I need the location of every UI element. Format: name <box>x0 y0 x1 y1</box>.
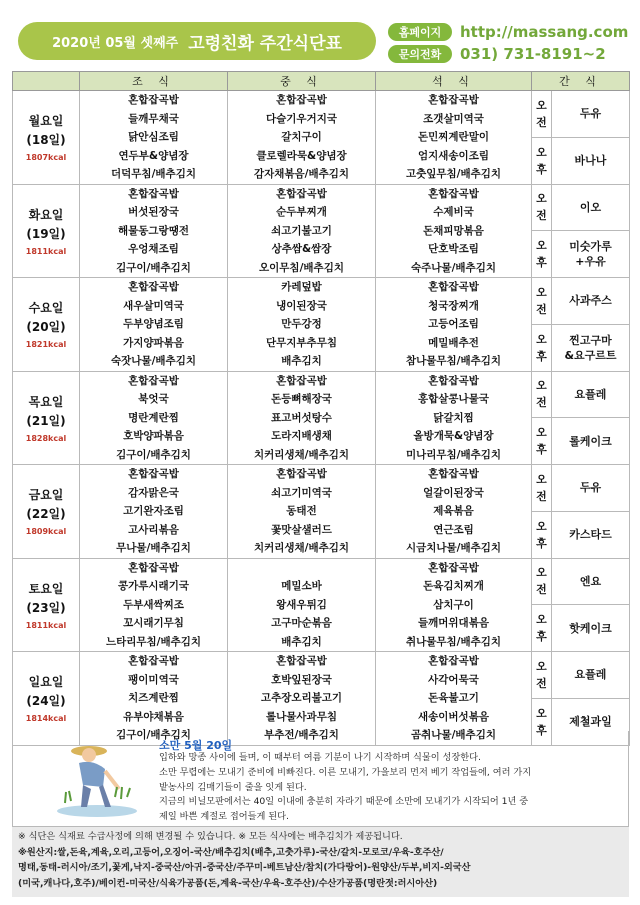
menu-item: 카레덮밥 <box>281 281 322 293</box>
am-snack <box>552 465 630 512</box>
menu-item: 올방개묵&양념장 <box>413 430 494 442</box>
day-name: 일요일 <box>28 675 64 690</box>
menu-item: 조갯살미역국 <box>423 112 484 125</box>
snack-item: 두유 <box>579 481 602 495</box>
day-kcal: 1828kcal <box>25 433 67 443</box>
menu-item: 혼합잡곡밥 <box>128 374 179 387</box>
pm-char: 오 <box>536 239 547 253</box>
menu-item: 콩가루시래기국 <box>117 580 189 592</box>
lunch-cell <box>228 465 376 559</box>
menu-item: 혼합잡곡밥 <box>428 561 479 574</box>
am-char: 오 <box>536 285 547 299</box>
menu-item: 감자채볶음/배추김치 <box>253 168 350 180</box>
breakfast-cell <box>80 465 228 559</box>
menu-item: 치커리생채/배추김치 <box>253 542 350 554</box>
seasonal-info-box <box>12 731 629 827</box>
breakfast-cell <box>80 371 228 465</box>
lunch-cell <box>228 278 376 372</box>
am-label <box>532 652 552 699</box>
am-snack <box>552 652 630 699</box>
menu-item: 순두부찌개 <box>276 206 327 218</box>
day-row <box>13 558 630 605</box>
menu-item: 김구이/배추김치 <box>116 448 191 461</box>
phone-row <box>388 44 606 64</box>
pm-char: 후 <box>536 256 547 270</box>
lunch-header: 중 식 <box>228 72 376 91</box>
menu-item: 만두강정 <box>281 318 322 330</box>
menu-item: 새송이버섯볶음 <box>417 710 489 723</box>
menu-item: 유부야채볶음 <box>123 710 184 723</box>
menu-item: 오이무침/배추김치 <box>259 261 344 274</box>
menu-item: 돈채피망볶음 <box>423 224 484 237</box>
menu-item: 상추쌈&쌈장 <box>271 243 332 255</box>
day-header <box>13 72 80 91</box>
am-snack <box>552 371 630 418</box>
am-char: 전 <box>536 302 547 316</box>
menu-item: 가지양파볶음 <box>123 336 184 349</box>
day-date: (23일) <box>26 600 66 615</box>
pm-char: 오 <box>536 426 547 440</box>
pm-label <box>532 137 552 184</box>
origin-line: ※원산지:쌀,돈육,계육,오리,고등어,오징어-국산/배추김치(배추,고춧가루)-국산/갈치-모로코/우육-호주산/ <box>18 846 444 858</box>
menu-item: 혼합잡곡밥 <box>428 468 479 480</box>
menu-item: 고구마순볶음 <box>271 617 332 629</box>
seasonal-text <box>159 751 629 825</box>
menu-item: 혼합잡곡밥 <box>276 94 327 106</box>
title-prefix: 2020년 05월 셋째주 <box>52 35 179 51</box>
menu-item: 표고버섯탕수 <box>271 411 332 424</box>
seasonal-line: 입하와 망종 사이에 들며, 이 때부터 여름 기분이 나기 시작하며 식물이 성장한다. <box>159 752 481 763</box>
menu-item: 무나물/배추김치 <box>116 542 191 554</box>
am-char: 전 <box>536 396 547 410</box>
pm-snack <box>552 511 630 558</box>
menu-item: 돈육불고기 <box>428 692 479 704</box>
am-char: 오 <box>536 472 547 486</box>
pm-char: 후 <box>536 443 547 457</box>
day-date: (19일) <box>26 226 66 241</box>
homepage-label: 홈페이지 <box>388 23 452 41</box>
pm-snack <box>552 605 630 652</box>
menu-item: 혼합잡곡밥 <box>128 281 179 293</box>
day-name: 토요일 <box>28 581 64 596</box>
breakfast-cell <box>80 91 228 185</box>
pm-snack <box>552 324 630 371</box>
menu-item: 혼합잡곡밥 <box>428 94 479 106</box>
snack-item: +우유 <box>575 255 606 269</box>
breakfast-cell <box>80 558 228 652</box>
am-char: 오 <box>536 659 547 673</box>
day-row <box>13 465 630 512</box>
menu-item: 갈치구이 <box>281 131 322 143</box>
menu-item: 느타리무침/배추김치 <box>105 635 202 648</box>
menu-item: 수제비국 <box>433 206 474 218</box>
menu-item: 얼갈이된장국 <box>423 486 484 499</box>
table-header-row <box>13 72 630 91</box>
day-kcal: 1811kcal <box>25 246 67 256</box>
pm-char: 후 <box>536 630 547 644</box>
menu-item: 왕새우튀김 <box>276 598 327 611</box>
menu-item <box>228 559 375 578</box>
menu-item: 혼합잡곡밥 <box>128 187 179 200</box>
snack-item: 핫케이크 <box>569 621 612 635</box>
pm-char: 오 <box>536 145 547 159</box>
day-cell <box>13 465 80 559</box>
day-row <box>13 278 630 325</box>
menu-item: 혼합잡곡밥 <box>276 374 327 387</box>
menu-item: 북엇국 <box>138 393 169 405</box>
lunch-cell <box>228 371 376 465</box>
am-snack <box>552 184 630 231</box>
menu-item: 배추김치 <box>281 355 322 367</box>
am-char: 오 <box>536 192 547 206</box>
dinner-header: 석 식 <box>376 72 532 91</box>
pm-char: 후 <box>536 349 547 363</box>
rice-planting-farmer-icon <box>53 739 141 819</box>
day-cell <box>13 91 80 185</box>
day-row <box>13 652 630 699</box>
title-main: 고령친화 주간식단표 <box>188 33 342 54</box>
day-kcal: 1811kcal <box>25 620 67 630</box>
header <box>0 0 640 70</box>
menu-item: 다슬기우거지국 <box>265 112 337 125</box>
am-snack <box>552 278 630 325</box>
snack-item: 제철과일 <box>569 715 612 729</box>
menu-item: 메밀소바 <box>281 580 322 592</box>
menu-item: 꽃맛살샐러드 <box>271 523 332 536</box>
menu-item: 혼합잡곡밥 <box>128 468 179 480</box>
title-banner <box>18 22 376 60</box>
day-name: 금요일 <box>28 488 64 503</box>
lunch-cell <box>228 558 376 652</box>
menu-item: 제육볶음 <box>433 505 474 517</box>
menu-item: 곰취나물/배추김치 <box>411 729 496 741</box>
snack-item: 이오 <box>579 200 602 214</box>
am-char: 전 <box>536 489 547 503</box>
lunch-cell <box>228 184 376 278</box>
menu-item: 부추전/배추김치 <box>264 729 339 741</box>
dinner-cell <box>376 465 532 559</box>
seasonal-title: 소만 5월 20일 <box>159 739 233 752</box>
menu-item: 숙잣나물/배추김치 <box>111 355 196 367</box>
day-kcal: 1814kcal <box>25 714 67 724</box>
snack-item: 두유 <box>579 107 602 121</box>
pm-char: 오 <box>536 613 547 627</box>
dinner-cell <box>376 371 532 465</box>
menu-item: 숙주나물/배추김치 <box>411 261 496 274</box>
menu-item: 혼합잡곡밥 <box>276 187 327 200</box>
snack-item: 엔요 <box>579 574 602 588</box>
snack-item: 사과주스 <box>569 294 612 308</box>
menu-item: 혼합잡곡밥 <box>276 655 327 667</box>
day-date: (20일) <box>26 320 66 335</box>
dinner-cell <box>376 558 532 652</box>
snack-item: 미숫가루 <box>569 240 612 254</box>
day-cell <box>13 184 80 278</box>
menu-item: 클로렐라묵&양념장 <box>256 149 347 162</box>
menu-item: 돈육김치찌개 <box>423 580 484 592</box>
menu-item: 두부양념조림 <box>123 318 184 330</box>
menu-item: 두부새싹찌조 <box>123 598 184 611</box>
menu-item: 고기완자조림 <box>123 505 184 517</box>
day-cell <box>13 278 80 372</box>
menu-item: 배추김치 <box>281 635 322 648</box>
pm-label <box>532 231 552 278</box>
am-snack <box>552 558 630 605</box>
menu-item: 취나물무침/배추김치 <box>405 635 502 648</box>
am-label <box>532 465 552 512</box>
menu-item: 메밀배추전 <box>428 336 479 349</box>
homepage-link[interactable]: http://massang.com <box>460 23 629 41</box>
day-cell <box>13 558 80 652</box>
menu-item: 도라지배생채 <box>271 430 332 442</box>
menu-item: 연근조림 <box>433 523 474 536</box>
snack-item: 카스타드 <box>569 528 612 542</box>
breakfast-cell <box>80 278 228 372</box>
am-label <box>532 184 552 231</box>
dinner-cell <box>376 91 532 185</box>
am-char: 전 <box>536 583 547 597</box>
weekly-menu-table <box>12 71 630 746</box>
origin-line: 명태,동태-러시아/조기,꽃게,낙지-중국산/아귀-중국산/주꾸미-베트남산/참치(가다랑어)-원양산/두부,비지-외국산 <box>18 862 471 873</box>
menu-item: 혼합잡곡밥 <box>128 94 179 106</box>
menu-item: 혼합잡곡밥 <box>428 655 479 667</box>
dinner-cell <box>376 184 532 278</box>
seasonal-line: 지금의 비닐모판에서는 40일 이내에 충분히 자라기 때문에 소만에 모내기가 시작되어 1년 중 <box>159 796 529 808</box>
am-snack <box>552 91 630 138</box>
snack-item: 바나나 <box>574 154 607 168</box>
menu-item: 연두부&양념장 <box>118 149 189 162</box>
menu-item: 혼합잡곡밥 <box>128 561 179 574</box>
menu-item: 엄지새송이조림 <box>417 149 489 162</box>
menu-item: 쇠고기미역국 <box>271 486 332 499</box>
menu-item: 닭갈치찜 <box>433 411 474 424</box>
menu-item: 돈민찌계란말이 <box>417 131 489 143</box>
phone-label: 문의전화 <box>388 45 452 63</box>
seasonal-line: 제일 바쁜 계절로 접어들게 된다. <box>159 811 289 823</box>
menu-item: 우엉채조림 <box>128 243 179 255</box>
seasonal-line: 소만 무렵에는 모내기 준비에 비빠진다. 이른 모내기, 가을보리 먼저 베기 작업들에, 여러 가지 <box>159 766 532 778</box>
pm-label <box>532 511 552 558</box>
breakfast-cell <box>80 184 228 278</box>
day-date: (22일) <box>26 507 66 522</box>
pm-char: 오 <box>536 706 547 720</box>
menu-item: 롤나물사과무침 <box>265 710 337 723</box>
am-label <box>532 371 552 418</box>
menu-item: 치커리생채/배추김치 <box>253 448 350 461</box>
menu-item: 꼬시래기무침 <box>123 617 184 629</box>
menu-item: 쇠고기불고기 <box>271 224 332 237</box>
menu-item: 해물동그랑땡전 <box>117 224 189 237</box>
pm-snack <box>552 137 630 184</box>
menu-item: 혼합잡곡밥 <box>428 374 479 387</box>
am-char: 전 <box>536 115 547 129</box>
snack-item: 롤케이크 <box>569 434 612 448</box>
snack-header: 간 식 <box>532 72 630 91</box>
day-date: (18일) <box>26 133 66 148</box>
dinner-cell <box>376 278 532 372</box>
pm-label <box>532 605 552 652</box>
origin-line: (미국,캐나다,호주)/베이컨-미국산/식육가공품(돈,계육-국산/우육-호주산)/수산가공품(명란젓:러시아산) <box>18 877 438 889</box>
pm-char: 후 <box>536 162 547 176</box>
snack-item: 요플레 <box>574 387 607 401</box>
menu-item: 들깨무채국 <box>128 112 179 125</box>
am-label <box>532 278 552 325</box>
menu-item: 사각어묵국 <box>428 673 479 686</box>
menu-item: 고등어조림 <box>428 318 479 330</box>
pm-label <box>532 324 552 371</box>
am-char: 오 <box>536 566 547 580</box>
menu-item: 호박양파볶음 <box>123 430 184 442</box>
pm-char: 오 <box>536 519 547 533</box>
menu-item: 팽이미역국 <box>128 673 179 686</box>
lunch-cell <box>228 91 376 185</box>
day-name: 월요일 <box>28 114 64 129</box>
menu-item: 명란계란찜 <box>128 411 179 424</box>
day-kcal: 1807kcal <box>25 153 67 163</box>
am-label <box>532 558 552 605</box>
menu-item: 버섯된장국 <box>128 206 179 218</box>
phone-number: 031) 731-8191~2 <box>460 45 606 63</box>
day-row <box>13 371 630 418</box>
menu-item: 냉이된장국 <box>276 299 327 312</box>
day-kcal: 1809kcal <box>25 527 67 537</box>
menu-item: 미나리무침/배추김치 <box>405 448 502 461</box>
menu-item: 삼치구이 <box>433 598 474 611</box>
day-name: 목요일 <box>28 394 64 409</box>
menu-item: 치즈계란찜 <box>128 692 179 704</box>
am-char: 오 <box>536 379 547 393</box>
snack-item: 찐고구마 <box>569 333 612 347</box>
menu-item: 닭안심조림 <box>128 131 179 143</box>
pm-char: 후 <box>536 536 547 550</box>
menu-item: 혼합잡곡밥 <box>428 281 479 293</box>
menu-item: 단무지부추무침 <box>265 336 337 349</box>
am-label <box>532 91 552 138</box>
pm-snack <box>552 418 630 465</box>
menu-item: 더덕무침/배추김치 <box>111 168 196 180</box>
am-char: 전 <box>536 676 547 690</box>
menu-item: 혼합잡곡밥 <box>128 655 179 667</box>
notes-box <box>12 827 629 897</box>
menu-item: 홍합살콩나물국 <box>417 393 489 405</box>
menu-item: 새우살미역국 <box>123 299 184 312</box>
menu-item: 단호박조림 <box>428 243 479 255</box>
pm-label <box>532 418 552 465</box>
menu-item: 참나물무침/배추김치 <box>405 355 502 367</box>
menu-item: 김구이/배추김치 <box>116 261 191 274</box>
pm-char: 오 <box>536 332 547 346</box>
snack-item: 요플레 <box>574 668 607 682</box>
day-date: (24일) <box>26 694 66 709</box>
notes-notice: ※ 식단은 식재료 수급사정에 의해 변경될 수 있습니다. ※ 모든 식사에는 배추김치가 제공됩니다. <box>18 831 403 842</box>
pm-char: 후 <box>536 723 547 737</box>
day-name: 수요일 <box>28 301 64 316</box>
menu-item: 고추장오리불고기 <box>260 692 343 704</box>
am-char: 전 <box>536 209 547 223</box>
day-kcal: 1821kcal <box>25 340 67 350</box>
menu-item: 감자맑은국 <box>128 486 179 499</box>
menu-item: 들깨머위대볶음 <box>417 617 489 629</box>
menu-item: 혼합잡곡밥 <box>428 187 479 200</box>
seasonal-line: 밭농사의 김매기들이 줄을 잇게 된다. <box>159 781 307 793</box>
day-row <box>13 184 630 231</box>
pm-snack <box>552 231 630 278</box>
menu-item: 고춧잎무침/배추김치 <box>405 168 502 180</box>
day-row <box>13 91 630 138</box>
menu-item: 김구이/배추김치 <box>116 729 191 741</box>
breakfast-header: 조 식 <box>80 72 228 91</box>
day-cell <box>13 371 80 465</box>
menu-item: 호박잎된장국 <box>271 673 332 686</box>
menu-item: 돈등뼈해장국 <box>271 393 332 405</box>
day-name: 화요일 <box>28 207 64 222</box>
homepage-row <box>388 22 628 42</box>
menu-item: 동태전 <box>286 505 317 517</box>
menu-item: 고사리볶음 <box>128 523 179 536</box>
menu-item: 혼합잡곡밥 <box>276 468 327 480</box>
day-date: (21일) <box>26 413 66 428</box>
menu-item: 청국장찌개 <box>428 299 479 312</box>
menu-item: 시금치나물/배추김치 <box>405 542 502 554</box>
am-char: 오 <box>536 98 547 112</box>
snack-item: &요구르트 <box>564 348 617 362</box>
